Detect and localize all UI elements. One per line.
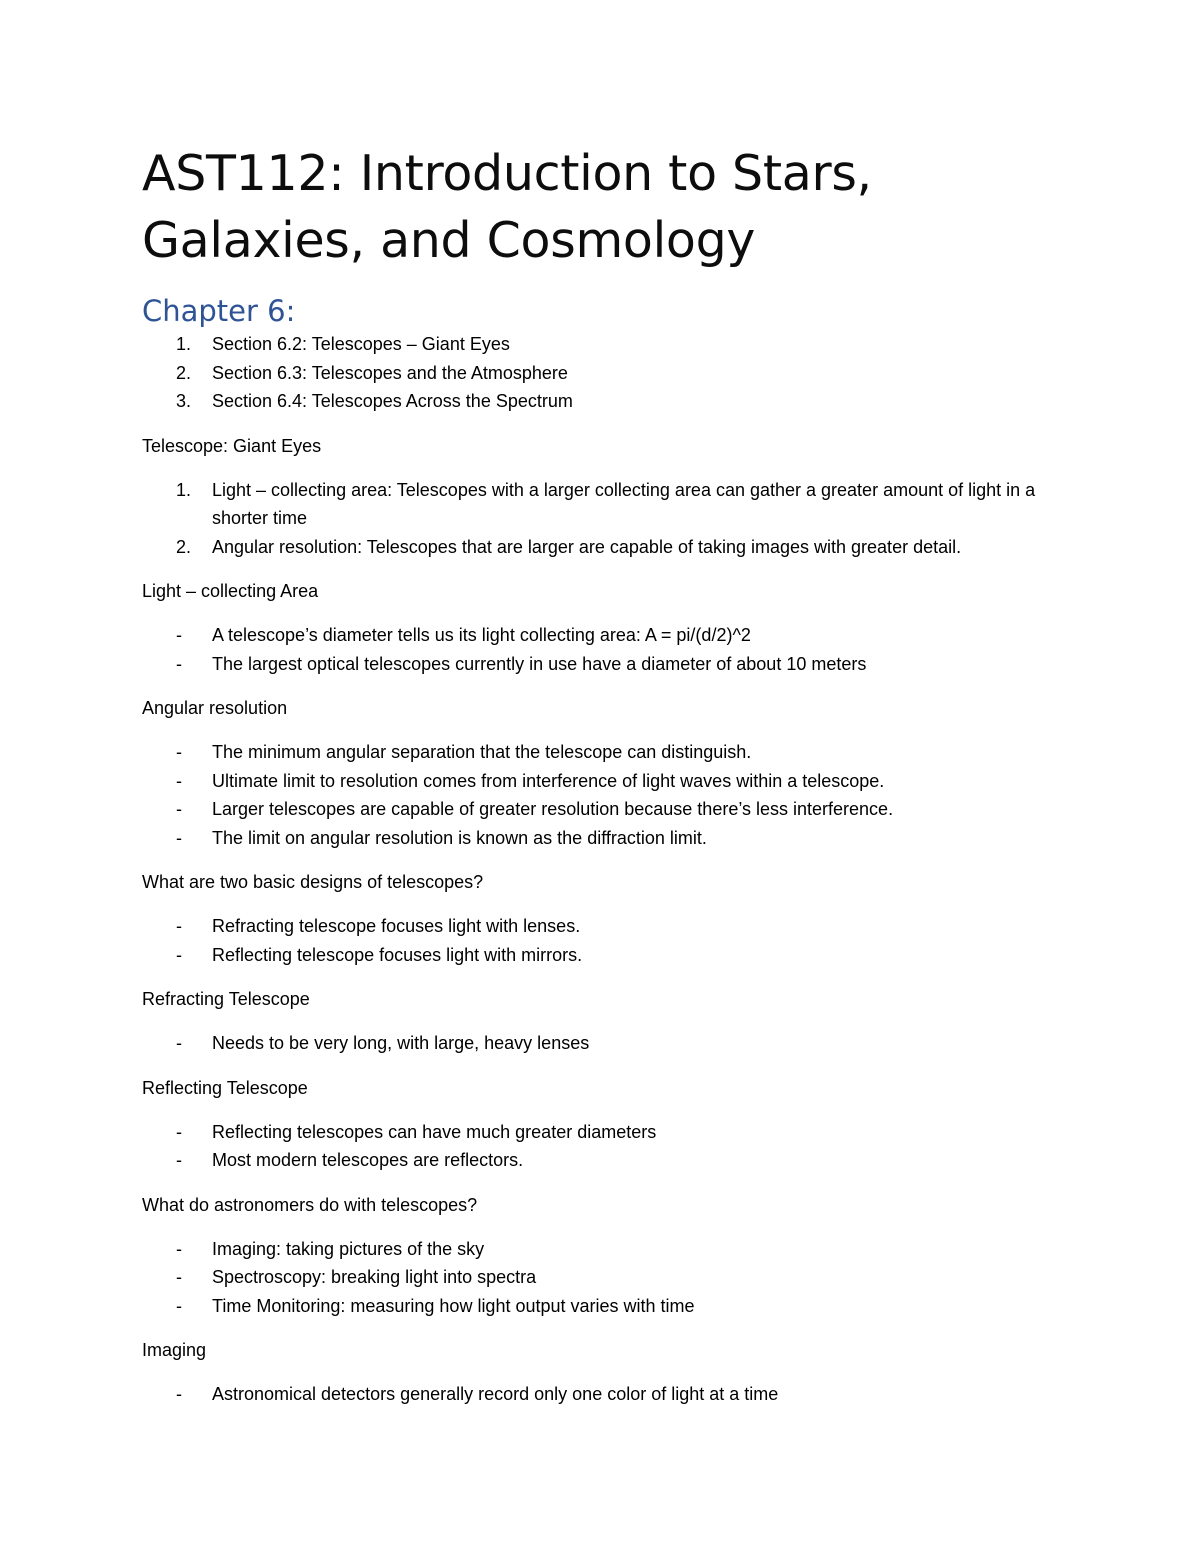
list-item-text: Angular resolution: Telescopes that are larger are capable of taking images with greater detail. xyxy=(212,536,962,557)
list-item-text: Reflecting telescope focuses light with mirrors. xyxy=(212,944,583,965)
list-item-text: Light – collecting area: Telescopes with a larger collecting area can gather a greater amount of light in a shorter time xyxy=(212,479,1036,528)
list-marker: - xyxy=(176,770,182,791)
list-marker: 1. xyxy=(176,479,192,500)
section-heading: What are two basic designs of telescopes? xyxy=(142,872,484,892)
list-item xyxy=(142,650,1062,679)
list-marker: - xyxy=(176,653,182,674)
list-marker: 1. xyxy=(176,334,192,354)
list-marker: - xyxy=(176,1295,182,1316)
spacer xyxy=(142,969,1062,985)
section-heading: Telescope: Giant Eyes xyxy=(142,435,322,456)
list-item xyxy=(142,1263,1062,1292)
list-item-text: Ultimate limit to resolution comes from interference of light waves within a telescope. xyxy=(212,770,885,791)
list-item-text: Section 6.3: Telescopes and the Atmosphere xyxy=(212,362,568,383)
list-marker: - xyxy=(176,1121,182,1142)
document-title: AST112: Introduction to Stars, Galaxies, and Cosmology xyxy=(142,145,872,269)
spacer xyxy=(142,1219,1062,1235)
bullet-list xyxy=(142,621,1062,678)
spacer xyxy=(142,1320,1062,1336)
list-marker: - xyxy=(176,916,182,936)
list-item-text: Imaging: taking pictures of the sky xyxy=(212,1238,485,1259)
notes-body xyxy=(142,416,1062,1409)
list-marker: - xyxy=(176,944,182,965)
list-item-text: Section 6.4: Telescopes Across the Spectrum xyxy=(212,391,573,411)
spacer xyxy=(142,416,1062,432)
list-item-text: Section 6.2: Telescopes – Giant Eyes xyxy=(212,334,510,354)
chapter-sections-list xyxy=(142,330,1062,416)
list-item xyxy=(142,912,1062,941)
spacer xyxy=(142,605,1062,621)
list-marker: - xyxy=(176,1267,182,1287)
list-item xyxy=(142,1146,1062,1175)
list-marker: 2. xyxy=(176,536,192,557)
list-item-text: Most modern telescopes are reflectors. xyxy=(212,1150,524,1170)
spacer xyxy=(142,561,1062,577)
list-item xyxy=(142,1380,1062,1409)
list-marker: - xyxy=(176,1033,182,1053)
list-marker: - xyxy=(176,827,182,848)
spacer xyxy=(142,722,1062,738)
list-marker: - xyxy=(176,625,182,645)
list-item xyxy=(142,767,1062,796)
list-item xyxy=(142,795,1062,824)
document-page xyxy=(142,140,1062,1409)
spacer xyxy=(142,852,1062,868)
list-item xyxy=(142,1029,1062,1058)
list-item xyxy=(142,476,1062,533)
list-item-text: A telescope’s diameter tells us its light collecting area: A = pi/(d/2)^2 xyxy=(212,625,751,645)
list-item xyxy=(142,387,1062,416)
section-heading: Angular resolution xyxy=(142,698,288,718)
list-marker: - xyxy=(176,1150,182,1170)
list-item xyxy=(142,330,1062,359)
spacer xyxy=(142,678,1062,694)
list-item xyxy=(142,1292,1062,1321)
list-item xyxy=(142,1118,1062,1147)
list-item-text: Spectroscopy: breaking light into spectra xyxy=(212,1267,537,1287)
spacer xyxy=(142,1058,1062,1074)
bullet-list xyxy=(142,738,1062,852)
list-item-text: Astronomical detectors generally record only one color of light at a time xyxy=(212,1384,779,1404)
list-item-text: Needs to be very long, with large, heavy lenses xyxy=(212,1033,590,1053)
list-item-text: Refracting telescope focuses light with lenses. xyxy=(212,916,581,936)
bullet-list xyxy=(142,1380,1062,1409)
section-heading: Light – collecting Area xyxy=(142,581,319,601)
list-item xyxy=(142,1235,1062,1264)
list-marker: - xyxy=(176,742,182,762)
list-marker: - xyxy=(176,1384,182,1404)
bullet-list xyxy=(142,912,1062,969)
section-heading: What do astronomers do with telescopes? xyxy=(142,1194,478,1215)
section-heading: Refracting Telescope xyxy=(142,989,310,1009)
list-item xyxy=(142,359,1062,388)
bullet-list xyxy=(142,1235,1062,1321)
list-item-text: The minimum angular separation that the telescope can distinguish. xyxy=(212,742,752,762)
list-item-text: Larger telescopes are capable of greater resolution because there’s less interference. xyxy=(212,799,894,819)
spacer xyxy=(142,896,1062,912)
spacer xyxy=(142,1175,1062,1191)
list-item-text: Reflecting telescopes can have much greater diameters xyxy=(212,1121,657,1142)
bullet-list xyxy=(142,1029,1062,1058)
bullet-list xyxy=(142,476,1062,562)
list-item xyxy=(142,621,1062,650)
chapter-heading: Chapter 6: xyxy=(142,294,296,328)
list-marker: 2. xyxy=(176,362,192,383)
spacer xyxy=(142,1102,1062,1118)
list-marker: - xyxy=(176,799,182,819)
list-marker: - xyxy=(176,1238,182,1259)
spacer xyxy=(142,1364,1062,1380)
list-item xyxy=(142,738,1062,767)
list-item-text: Time Monitoring: measuring how light output varies with time xyxy=(212,1295,695,1316)
list-item-text: The limit on angular resolution is known as the diffraction limit. xyxy=(212,827,707,848)
bullet-list xyxy=(142,1118,1062,1175)
section-heading: Imaging xyxy=(142,1340,207,1360)
spacer xyxy=(142,460,1062,476)
spacer xyxy=(142,1013,1062,1029)
list-marker: 3. xyxy=(176,391,192,411)
list-item xyxy=(142,824,1062,853)
list-item-text: The largest optical telescopes currently in use have a diameter of about 10 meters xyxy=(212,653,867,674)
section-heading: Reflecting Telescope xyxy=(142,1077,308,1098)
list-item xyxy=(142,533,1062,562)
list-item xyxy=(142,941,1062,970)
